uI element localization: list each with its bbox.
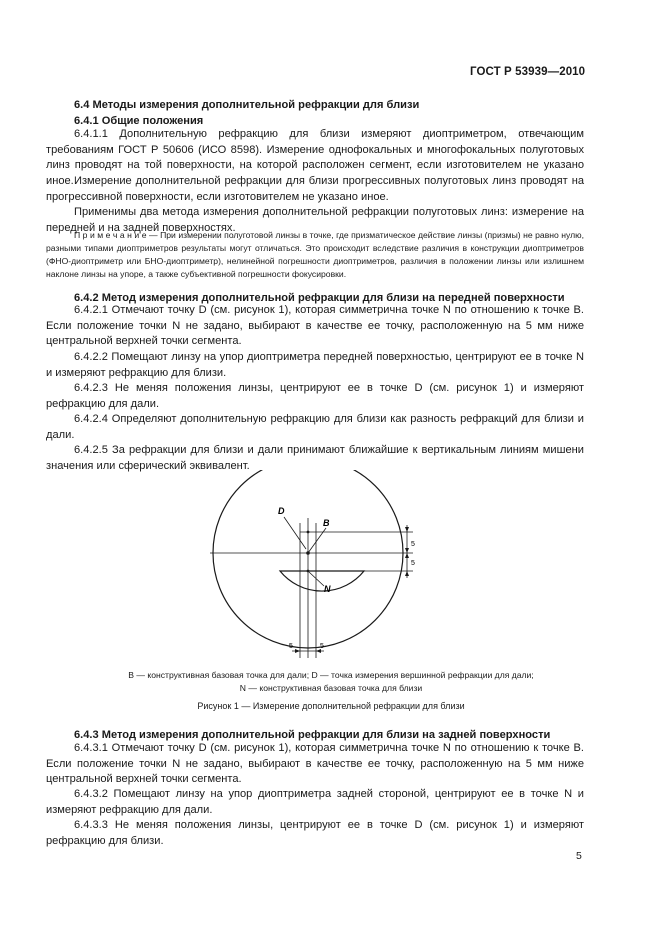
point-n-marker [307,570,310,573]
paragraph-6-4-2-1: 6.4.2.1 Отмечают точку D (см. рисунок 1), которая симметрична точке N по отношению к точке B. Если положение точки N не задано, выбирают в качестве ее точку, расположенную на 5 мм ниже центральной верхней точки сегмента. [46,304,584,347]
arrow-dim-top [405,527,409,532]
leader-n [309,572,324,586]
paragraph-6-4-3-2: 6.4.3.2 Помещают линзу на упор диоптриметра задней стороной, центрируют ее в точке N и измеряют рефракцию для дали. [46,788,584,816]
paragraph-6-4-2-5: 6.4.2.5 За рефракции для близи и дали принимают ближайшие к вертикальным линиям мишени значения или сферический эквивалент. [46,444,584,472]
near-segment [280,571,364,591]
paragraph-6-4-3-1: 6.4.3.1 Отмечают точку D (см. рисунок 1), которая симметрична точке N по отношению к точке B. Если положение точки N не задано, выбирают в качестве ее точку, расположенную на 5 мм ниже центральной верхней точки сегмента. [46,742,584,785]
paragraph-6-4-2-3: 6.4.2.3 Не меняя положения линзы, центрируют ее в точке D (см. рисунок 1) и измеряют рефракцию для дали. [46,382,584,410]
paragraph-6-4-1-1-b: Измерение дополнительной рефракции для близи прогрессивных полуготовых линз проводят на прогрессивной поверхности, если изготовителем не указано иное. [46,175,584,203]
arrow-dim-bottom [405,571,409,576]
section-6-4-heading: 6.4 Методы измерения дополнительной рефракции для близи [74,99,420,111]
label-n: N [324,584,331,594]
paragraph-6-4-2-4: 6.4.2.4 Определяют дополнительную рефракцию для близи как разность рефракций для близи и дали. [46,413,584,441]
page-number: 5 [576,850,582,862]
arrow-bottom-left [295,649,300,653]
paragraph-6-4-3-3: 6.4.3.3 Не меняя положения линзы, центрируют ее в точке D (см. рисунок 1) и измеряют рефракцию для близи. [46,819,584,847]
arrow-dim-mid-1 [405,548,409,553]
section-6-4-1-heading: 6.4.1 Общие положения [74,115,204,127]
paragraph-6-4-2-2: 6.4.2.2 Помещают линзу на упор диоптриметра передней поверхностью, центрируют ее в точке N и измеряют рефракцию для близи. [46,351,584,379]
leader-d [284,517,306,549]
dim-label-lower: 5 [411,560,415,567]
section-6-4-2-heading: 6.4.2 Метод измерения дополнительной рефракции для близи на передней поверхности [74,292,565,304]
label-d: D [278,506,285,516]
dim-label-bottom-right: 5 [320,643,324,650]
document-header: ГОСТ Р 53939—2010 [470,66,586,78]
note-paragraph: П р и м е ч а н и е — При измерении полуготовой линзы в точке, где призматическое действие линзы (призмы) не равно нулю, разными типами диоптриметров результаты могут отличаться. Это происходит вследствие различия в конструкции диоптриметров (ФНО-диоптриметр или БНО-диоптриметр), нелинейной погрешности диоптриметров, различия в положении линзы или излишнем наклоне линзы на упоре, а также субъективной погрешности фокусировки. [46,230,584,280]
point-b-marker [306,551,310,555]
figure-caption: Рисунок 1 — Измерение дополнительной рефракции для близи [197,701,465,711]
label-b: B [323,518,330,528]
section-6-4-3-heading: 6.4.3 Метод измерения дополнительной рефракции для близи на задней поверхности [74,729,551,741]
paragraph-6-4-1-1: 6.4.1.1 Дополнительную рефракцию для близи измеряют диоптриметром, отвечающим требованиям ГОСТ Р 50606 (ИСО 8598). Измерение однофокальных и многофокальных полуготовых линз проводят на той поверхности, на которой расположен сегмент, если изготовителем не указано иное. [46,128,584,187]
dim-label-bottom-left: 5 [289,643,293,650]
figure-1-lens-diagram [200,470,440,670]
arrow-dim-mid-2 [405,553,409,558]
figure-legend-line-2: N — конструктивная базовая точка для близи [239,683,423,693]
point-d-marker [307,531,310,534]
paragraph-6-4-1-1-c: Применимы два метода измерения дополнительной рефракции полуготовых линз: измерение на передней и на задней поверхностях. [46,206,584,234]
figure-legend-line-1: B — конструктивная базовая точка для дали; D — точка измерения вершинной рефракции для дали; [128,670,534,680]
dim-label-upper: 5 [411,541,415,548]
